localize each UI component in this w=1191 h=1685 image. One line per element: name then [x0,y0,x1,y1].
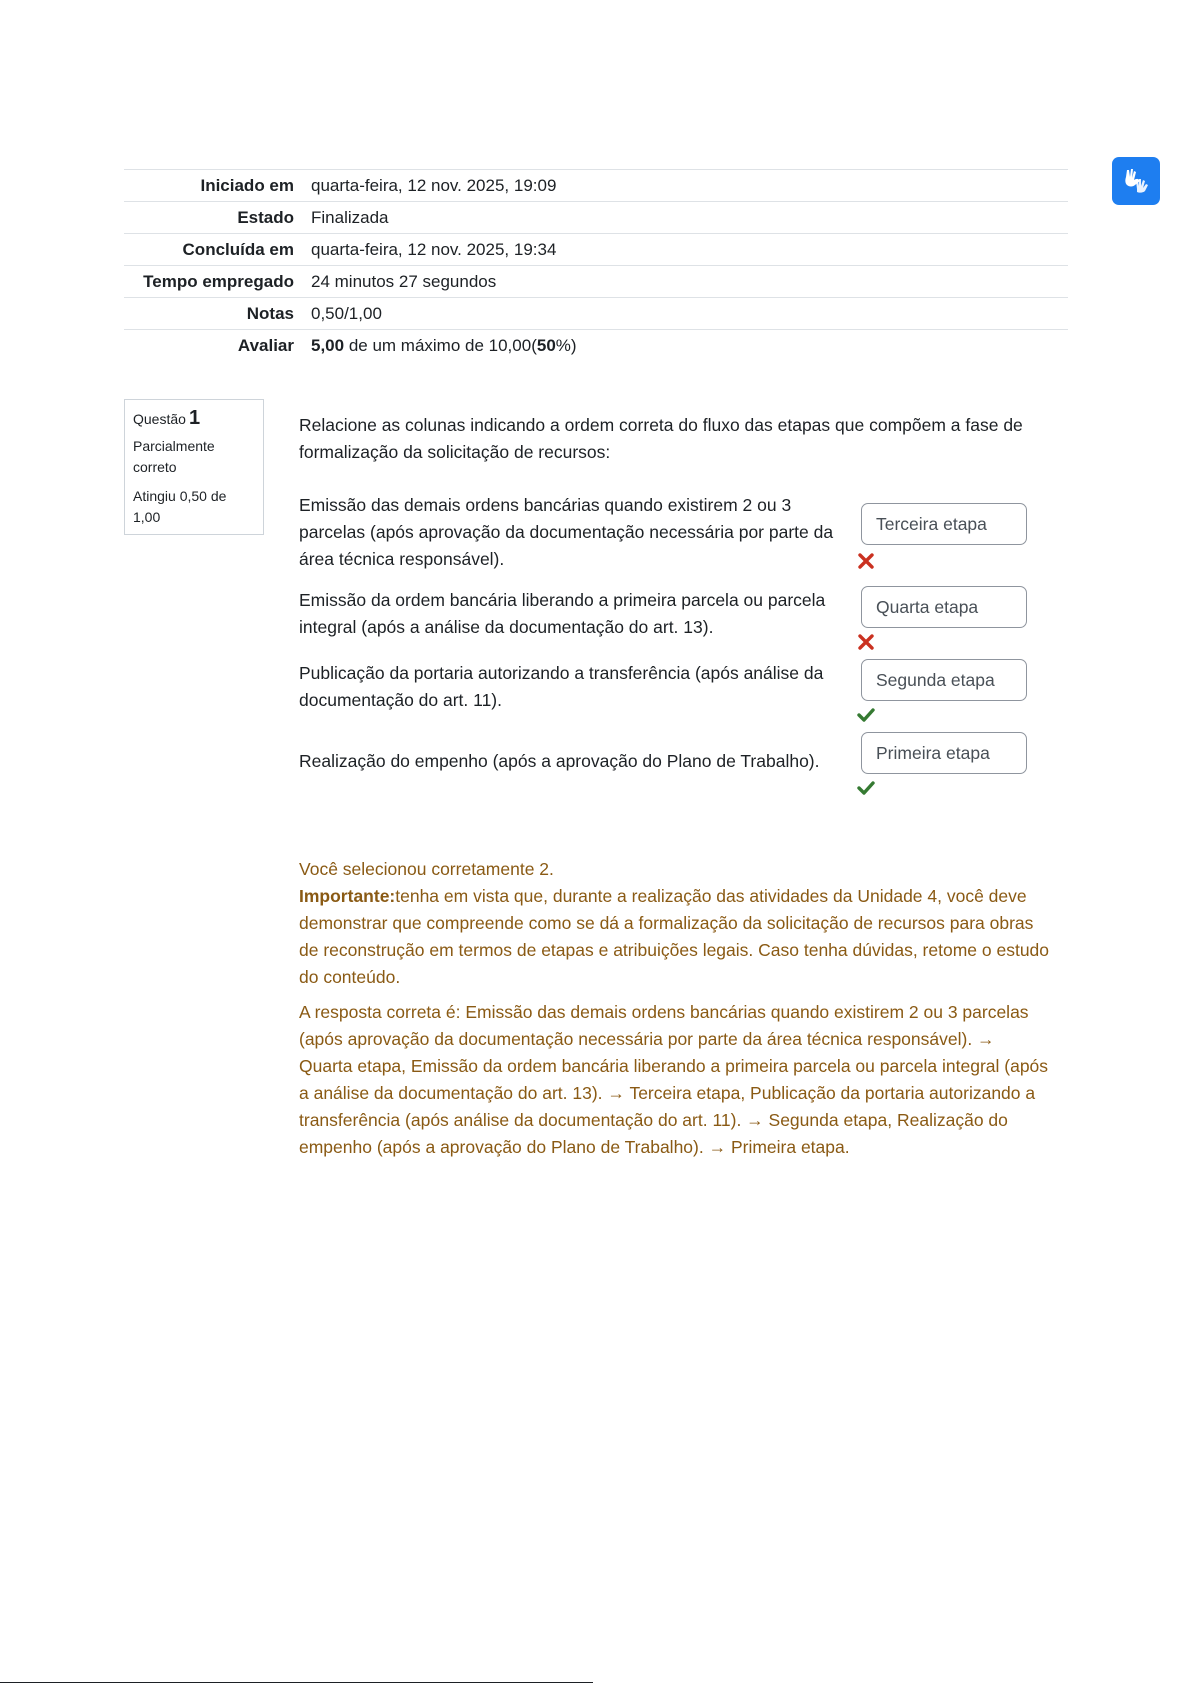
summary-label: Tempo empregado [124,266,311,298]
match-select-4[interactable]: Primeira etapa [861,732,1027,774]
summary-row-grade [124,330,1068,362]
question-number-value: 1 [188,407,201,429]
summary-value [311,330,1068,362]
grade-percent: 50 [536,336,556,355]
summary-row-state [124,202,1068,234]
match-select-1[interactable]: Terceira etapa [861,503,1027,545]
summary-value: 24 minutos 27 segundos [311,266,1068,298]
match-stem-4: Realização do empenho (após a aprovação do Plano de Trabalho). [299,751,820,771]
question-number [133,408,255,430]
question-feedback [299,856,1049,1161]
specific-feedback: Você selecionou corretamente 2. [299,859,554,879]
quiz-summary-table [124,169,1068,361]
correct-icon [857,707,875,723]
accessibility-button[interactable] [1112,157,1160,205]
summary-row-completed [124,234,1068,266]
correct-icon [857,780,875,796]
summary-label: Avaliar [124,330,311,362]
page-divider [0,1682,593,1683]
summary-row-time-taken [124,266,1068,298]
question-label: Questão [133,411,186,427]
important-label: Importante: [299,886,396,906]
important-text: tenha em vista que, durante a realização das atividades da Unidade 4, você deve demonstrar que compreende como se dá a formalização da solicitação de recursos para obras de reconstrução em termos de etapas e atribuições legais. Caso tenha dúvidas, retome o estudo do conteúdo. [299,886,1050,987]
summary-label: Estado [124,202,311,234]
right-answer: A resposta correta é: Emissão das demais ordens bancárias quando existirem 2 ou 3 parcelas (após aprovação da documentação necessária por parte da área técnica responsável). → Quarta etapa, Emissão da ordem bancária liberando a primeira parcela ou parcela integral (após a análise da documentação do art. 13). → Terceira etapa, Publicação da portaria autorizando a transferência (após análise da documentação do art. 11). → Segunda etapa, Realização do empenho (após a aprovação do Plano de Trabalho). → Primeira etapa. [299,1002,1049,1157]
summary-value: Finalizada [311,202,1068,234]
incorrect-icon [857,553,875,569]
summary-value: quarta-feira, 12 nov. 2025, 19:34 [311,234,1068,266]
grade-score: 5,00 [311,336,345,355]
match-stem-1: Emissão das demais ordens bancárias quando existirem 2 ou 3 parcelas (após aprovação da documentação necessária por parte da área técnica responsável). [299,495,834,569]
question-info [124,399,264,535]
incorrect-icon [857,634,875,650]
grade-end-text: %) [555,336,577,355]
question-text: Relacione as colunas indicando a ordem correta do fluxo das etapas que compõem a fase de formalização da solicitação de recursos: [299,415,1023,462]
summary-row-marks [124,298,1068,330]
general-feedback [299,883,1049,991]
question-grade: Atingiu 0,50 de 1,00 [133,488,227,525]
summary-label: Concluída em [124,234,311,266]
summary-value: quarta-feira, 12 nov. 2025, 19:09 [311,170,1068,202]
match-stem-3: Publicação da portaria autorizando a transferência (após análise da documentação do art. 11). [299,663,824,710]
summary-label: Notas [124,298,311,330]
summary-label: Iniciado em [124,170,311,202]
summary-row-started [124,170,1068,202]
match-select-2[interactable]: Quarta etapa [861,586,1027,628]
sign-language-icon [1121,166,1151,196]
grade-mid-text: de um máximo de 10,00( [344,336,537,355]
summary-value: 0,50/1,00 [311,298,1068,330]
question-state: Parcialmente correto [133,438,215,475]
match-stem-2: Emissão da ordem bancária liberando a primeira parcela ou parcela integral (após a análise da documentação do art. 13). [299,590,826,637]
match-select-3[interactable]: Segunda etapa [861,659,1027,701]
